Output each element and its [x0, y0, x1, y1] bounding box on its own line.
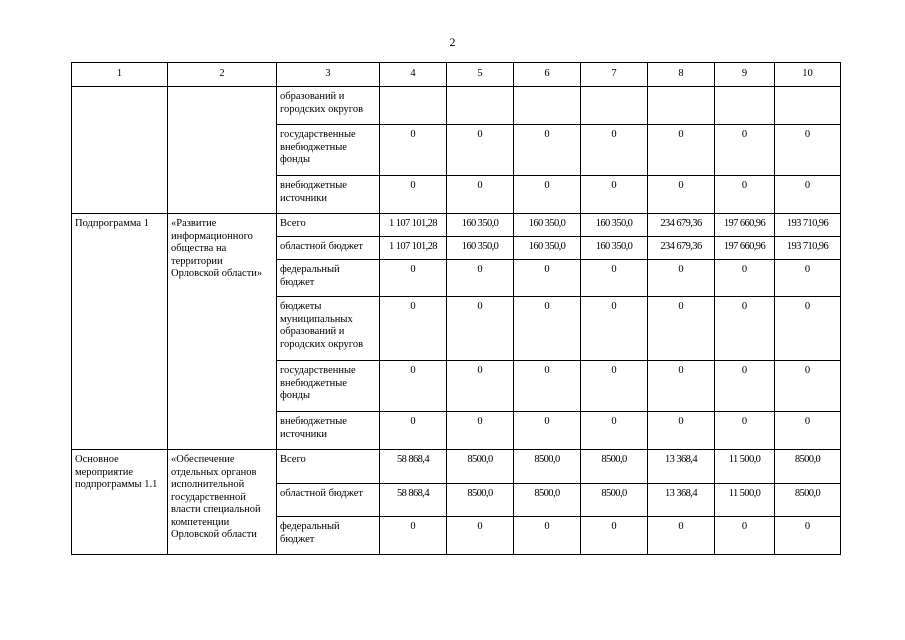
header-row: [72, 63, 841, 87]
value-cell: 0: [581, 260, 648, 297]
column-header: 10: [775, 63, 841, 87]
value-cell: 0: [715, 176, 775, 214]
value-cell: 0: [581, 125, 648, 176]
column-header: 2: [168, 63, 277, 87]
value-cell: 0: [648, 176, 715, 214]
value-cell: 0: [648, 297, 715, 361]
value-cell: 0: [581, 412, 648, 450]
value-cell: 0: [775, 176, 841, 214]
value-cell: 160 350,0: [581, 214, 648, 237]
table-row: [72, 87, 841, 125]
funding-source-label: образований и городских округов: [277, 87, 380, 125]
funding-source-label: федеральный бюджет: [277, 260, 380, 297]
value-cell: 0: [775, 260, 841, 297]
value-cell: 160 350,0: [581, 237, 648, 260]
value-cell: 0: [581, 517, 648, 555]
value-cell: 8500,0: [775, 484, 841, 517]
value-cell: 0: [648, 412, 715, 450]
program-name-cell: Основное мероприятие подпрограммы 1.1: [72, 450, 168, 555]
value-cell: 8500,0: [514, 484, 581, 517]
value-cell: 0: [775, 412, 841, 450]
value-cell: 13 368,4: [648, 484, 715, 517]
value-cell: 0: [447, 260, 514, 297]
value-cell: 0: [447, 412, 514, 450]
value-cell: 0: [447, 361, 514, 412]
value-cell: 234 679,36: [648, 214, 715, 237]
value-cell: 0: [715, 297, 775, 361]
value-cell: 8500,0: [581, 484, 648, 517]
value-cell: 11 500,0: [715, 450, 775, 484]
value-cell: 0: [447, 517, 514, 555]
funding-source-label: государственные внебюджетные фонды: [277, 125, 380, 176]
value-cell: [715, 87, 775, 125]
funding-source-label: областной бюджет: [277, 484, 380, 517]
value-cell: 0: [514, 517, 581, 555]
value-cell: 160 350,0: [447, 237, 514, 260]
column-header: 9: [715, 63, 775, 87]
value-cell: 11 500,0: [715, 484, 775, 517]
value-cell: 0: [581, 361, 648, 412]
column-header: 5: [447, 63, 514, 87]
value-cell: 0: [514, 176, 581, 214]
value-cell: 13 368,4: [648, 450, 715, 484]
value-cell: [514, 87, 581, 125]
value-cell: 160 350,0: [514, 214, 581, 237]
value-cell: 0: [715, 260, 775, 297]
value-cell: 8500,0: [581, 450, 648, 484]
value-cell: 0: [775, 517, 841, 555]
program-name-cell: Подпрограмма 1: [72, 214, 168, 450]
value-cell: 8500,0: [447, 450, 514, 484]
value-cell: [775, 87, 841, 125]
funding-source-label: областной бюджет: [277, 237, 380, 260]
value-cell: 160 350,0: [514, 237, 581, 260]
value-cell: 58 868,4: [380, 484, 447, 517]
value-cell: [380, 87, 447, 125]
funding-source-label: внебюджетные источники: [277, 412, 380, 450]
value-cell: 0: [380, 361, 447, 412]
value-cell: 0: [380, 260, 447, 297]
column-header: 7: [581, 63, 648, 87]
value-cell: [581, 87, 648, 125]
value-cell: 0: [648, 125, 715, 176]
value-cell: [447, 87, 514, 125]
value-cell: 58 868,4: [380, 450, 447, 484]
value-cell: 0: [380, 517, 447, 555]
column-header: 6: [514, 63, 581, 87]
value-cell: 0: [514, 297, 581, 361]
program-title-cell: «Развитие информационного общества на территории Орловской области»: [168, 214, 277, 450]
value-cell: 193 710,96: [775, 214, 841, 237]
value-cell: 0: [775, 297, 841, 361]
value-cell: 0: [380, 297, 447, 361]
value-cell: 0: [581, 176, 648, 214]
column-header: 3: [277, 63, 380, 87]
value-cell: 8500,0: [775, 450, 841, 484]
value-cell: 0: [514, 260, 581, 297]
value-cell: 0: [380, 125, 447, 176]
value-cell: 0: [447, 125, 514, 176]
funding-source-label: государственные внебюджетные фонды: [277, 361, 380, 412]
column-header: 1: [72, 63, 168, 87]
program-name-cell: [72, 87, 168, 214]
value-cell: 0: [380, 176, 447, 214]
funding-source-label: бюджеты муниципальных образований и городских округов: [277, 297, 380, 361]
program-title-cell: [168, 87, 277, 214]
value-cell: 193 710,96: [775, 237, 841, 260]
value-cell: 8500,0: [447, 484, 514, 517]
table-row: [72, 214, 841, 237]
value-cell: 0: [775, 125, 841, 176]
program-title-cell: «Обеспечение отдельных органов исполнительной государственной власти специальной компетенции Орловской области: [168, 450, 277, 555]
funding-source-label: федеральный бюджет: [277, 517, 380, 555]
value-cell: 0: [715, 412, 775, 450]
page-number: 2: [449, 35, 456, 49]
value-cell: 8500,0: [514, 450, 581, 484]
value-cell: 197 660,96: [715, 214, 775, 237]
value-cell: 0: [380, 412, 447, 450]
column-header: 4: [380, 63, 447, 87]
value-cell: 0: [715, 517, 775, 555]
table-row: [72, 450, 841, 484]
funding-source-label: Всего: [277, 214, 380, 237]
value-cell: 0: [648, 361, 715, 412]
value-cell: 0: [715, 125, 775, 176]
value-cell: 0: [648, 517, 715, 555]
funding-source-label: внебюджетные источники: [277, 176, 380, 214]
value-cell: 0: [514, 412, 581, 450]
value-cell: 0: [447, 176, 514, 214]
value-cell: 160 350,0: [447, 214, 514, 237]
value-cell: 1 107 101,28: [380, 214, 447, 237]
value-cell: 234 679,36: [648, 237, 715, 260]
budget-table: [71, 62, 841, 555]
value-cell: 0: [648, 260, 715, 297]
value-cell: 0: [775, 361, 841, 412]
value-cell: 0: [514, 361, 581, 412]
value-cell: [648, 87, 715, 125]
value-cell: 1 107 101,28: [380, 237, 447, 260]
column-header: 8: [648, 63, 715, 87]
value-cell: 0: [447, 297, 514, 361]
value-cell: 197 660,96: [715, 237, 775, 260]
value-cell: 0: [581, 297, 648, 361]
funding-source-label: Всего: [277, 450, 380, 484]
value-cell: 0: [715, 361, 775, 412]
value-cell: 0: [514, 125, 581, 176]
